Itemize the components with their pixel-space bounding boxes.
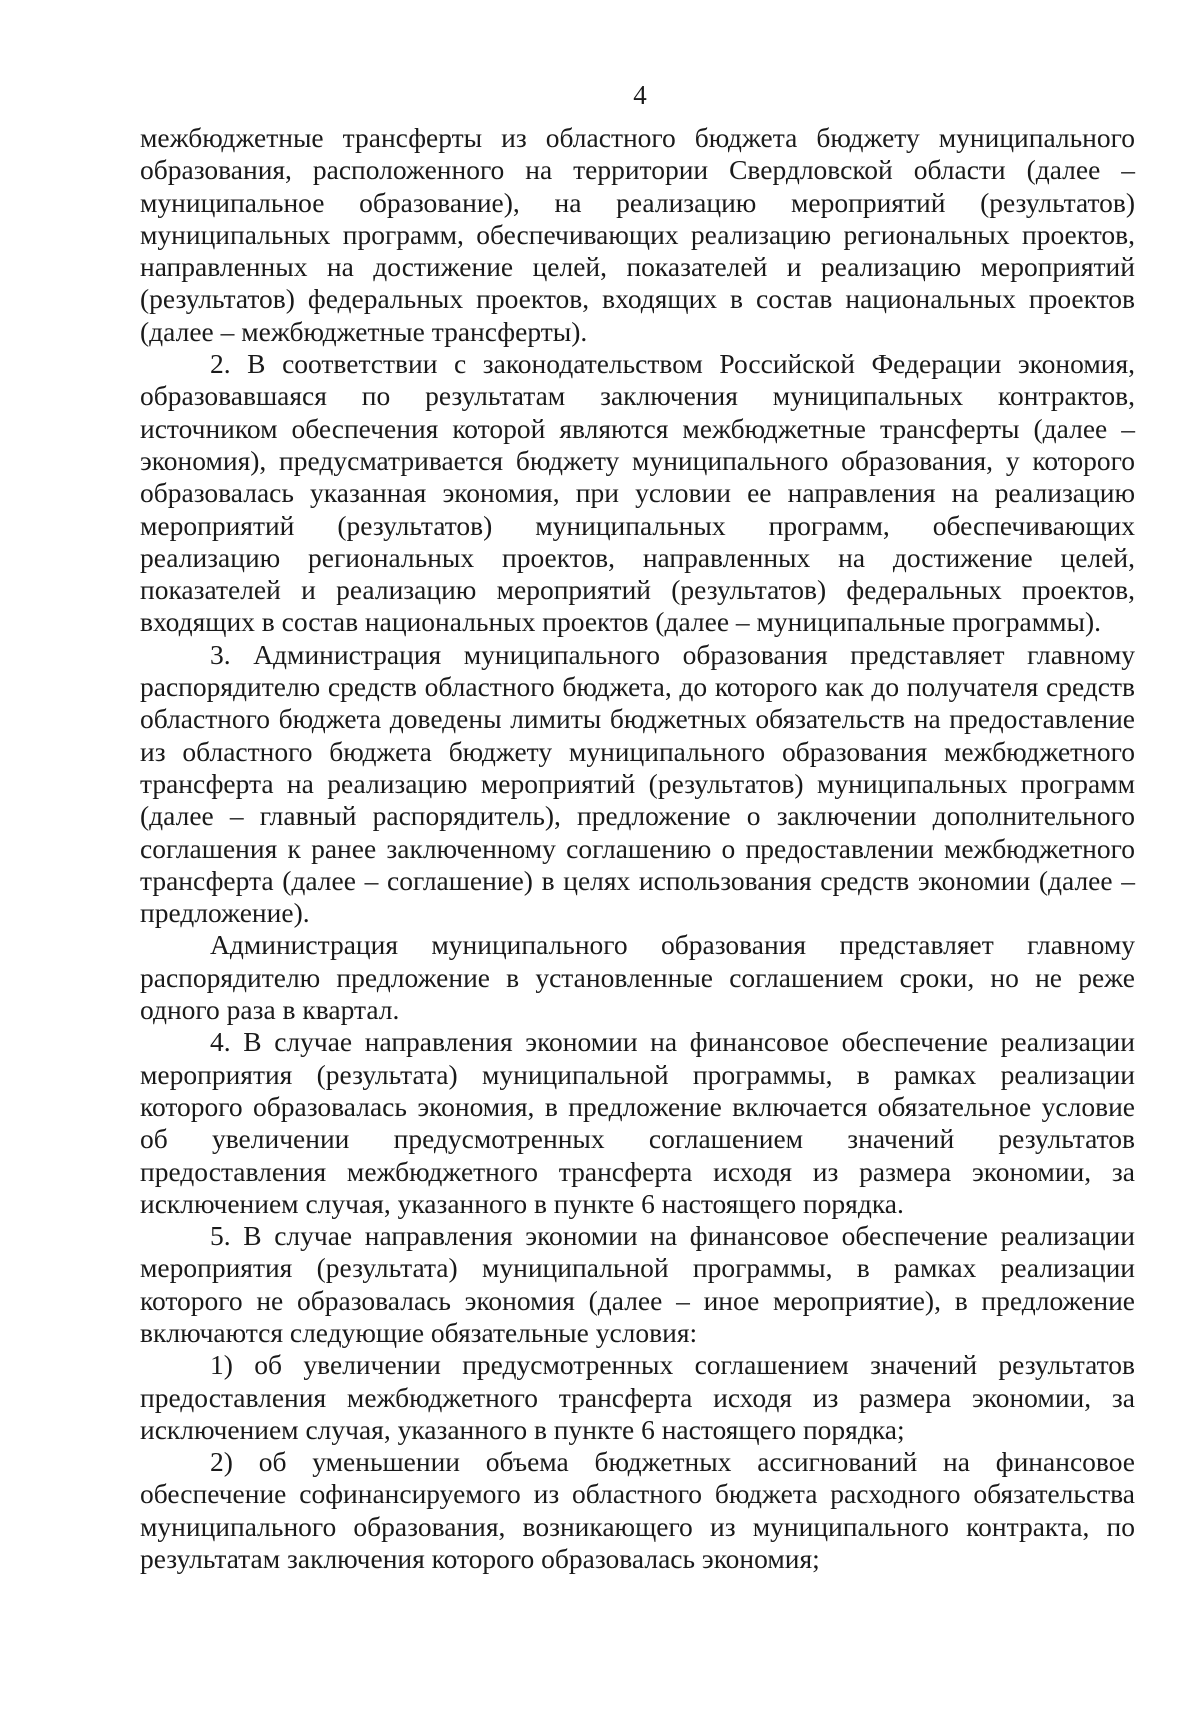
page-number: 4: [633, 80, 647, 110]
paragraph-continuation: межбюджетные трансферты из областного бюджета бюджету муниципального образования, расположенного на территории Свердловской области (далее – муниципальное образование), на реализацию мероприятий (результатов) муниципальных программ, обеспечивающих реализацию региональных проектов, направленных на достижение целей, показателей и реализацию мероприятий (результатов) федеральных проектов, входящих в состав национальных проектов (далее – межбюджетные трансферты).: [140, 122, 1135, 347]
paragraph-item-3-continued: Администрация муниципального образования представляет главному распорядителю предложение в установленные соглашением сроки, но не реже одного раза в квартал.: [140, 929, 1135, 1026]
paragraph-item-5: 5. В случае направления экономии на финансовое обеспечение реализации мероприятия (результата) муниципальной программы, в рамках реализации которого не образовалась экономия (далее – иное мероприятие), в предложение включаются следующие обязательные условия:: [140, 1220, 1135, 1348]
document-body: [140, 122, 1135, 1575]
subparagraph-2: 2) об уменьшении объема бюджетных ассигнований на финансовое обеспечение софинансируемого из областного бюджета расходного обязательства муниципального образования, возникающего из муниципального контракта, по результатам заключения которого образовалась экономия;: [140, 1446, 1135, 1575]
paragraph-item-3: 3. Администрация муниципального образования представляет главному распорядителю средств областного бюджета, до которого как до получателя средств областного бюджета доведены лимиты бюджетных обязательств на предоставление из областного бюджета бюджету муниципального образования межбюджетного трансферта на реализацию мероприятий (результатов) муниципальных программ (далее – главный распорядитель), предложение о заключении дополнительного соглашения к ранее заключенному соглашению о предоставлении межбюджетного трансферта (далее – соглашение) в целях использования средств экономии (далее – предложение).: [140, 638, 1135, 929]
subparagraph-1: 1) об увеличении предусмотренных соглашением значений результатов предоставления межбюджетного трансферта исходя из размера экономии, за исключением случая, указанного в пункте 6 настоящего порядка;: [140, 1349, 1135, 1445]
paragraph-item-2: 2. В соответствии с законодательством Российской Федерации экономия, образовавшаяся по результатам заключения муниципальных контрактов, источником обеспечения которой являются межбюджетные трансферты (далее – экономия), предусматривается бюджету муниципального образования, у которого образовалась указанная экономия, при условии ее направления на реализацию мероприятий (результатов) муниципальных программ, обеспечивающих реализацию региональных проектов, направленных на достижение целей, показателей и реализацию мероприятий (результатов) федеральных проектов, входящих в состав национальных проектов (далее – муниципальные программы).: [140, 348, 1135, 638]
paragraph-item-4: 4. В случае направления экономии на финансовое обеспечение реализации мероприятия (результата) муниципальной программы, в рамках реализации которого образовалась экономия, в предложение включается обязательное условие об увеличении предусмотренных соглашением значений результатов предоставления межбюджетного трансферта исходя из размера экономии, за исключением случая, указанного в пункте 6 настоящего порядка.: [140, 1026, 1135, 1219]
